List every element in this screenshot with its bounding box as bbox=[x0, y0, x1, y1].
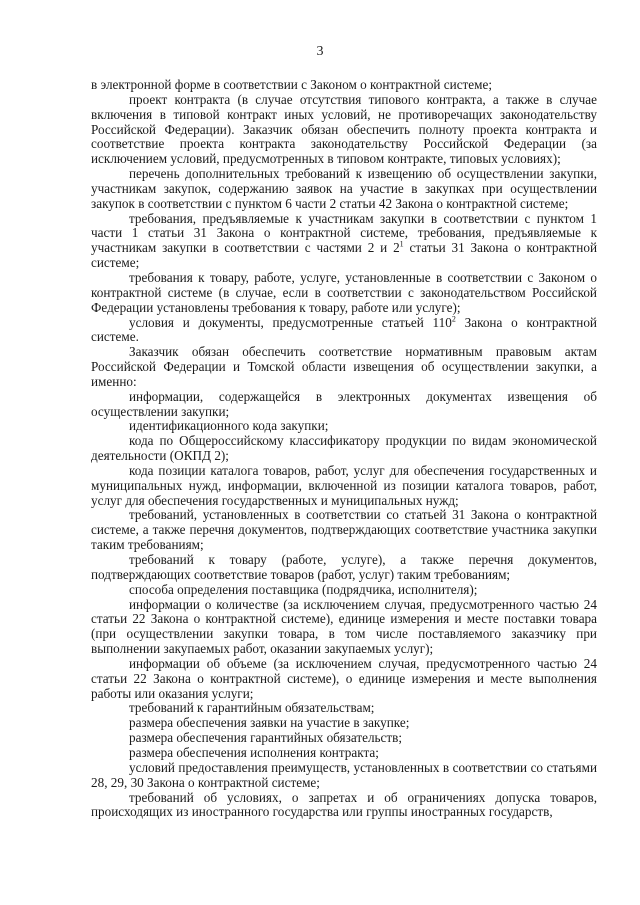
paragraph bbox=[91, 716, 597, 731]
page-number: 3 bbox=[316, 44, 324, 59]
paragraph bbox=[91, 78, 597, 93]
paragraph-text: способа определения поставщика (подрядчика, исполнителя); bbox=[129, 581, 478, 597]
paragraph bbox=[91, 434, 597, 464]
superscript-index: 1 bbox=[399, 239, 404, 249]
paragraph bbox=[91, 167, 597, 212]
paragraph-text: идентификационного кода закупки; bbox=[129, 418, 329, 434]
paragraph-text-continued: статьи 31 Закона о контрактной системе; bbox=[91, 240, 597, 271]
paragraph bbox=[91, 271, 597, 316]
paragraph-text: информации, содержащейся в электронных документах извещения об осуществлении закупки; bbox=[91, 388, 597, 419]
paragraph bbox=[91, 464, 597, 509]
paragraph bbox=[91, 316, 597, 346]
paragraph-text: требований, установленных в соответствии со статьей 31 Закона о контрактной системе, а также перечня документов, подтверждающих соответствие участника закупки таким требованиям; bbox=[91, 507, 597, 553]
paragraph bbox=[91, 701, 597, 716]
paragraph-text: размера обеспечения заявки на участие в закупке; bbox=[129, 715, 410, 731]
paragraph bbox=[91, 583, 597, 598]
paragraph-text: Заказчик обязан обеспечить соответствие нормативным правовым актам Российской Федерации и Томской области извещения об осуществлении закупки, а именно: bbox=[91, 344, 597, 389]
paragraph bbox=[91, 746, 597, 761]
paragraph-text: требований об условиях, о запретах и об ограничениях допуска товаров, происходящих из иностранного государства или группы иностранных государств, bbox=[91, 789, 597, 820]
superscript-index: 2 bbox=[451, 314, 456, 324]
paragraph-text: информации о количестве (за исключением случая, предусмотренного частью 24 статьи 22 Закона о контрактной системе), единице измерения и месте поставки товара (при осуществлении закупки товара, в том числе поставляемого заказчику при выполнении закупаемых работ, оказании закупаемых услуг); bbox=[91, 596, 597, 657]
paragraph-text: кода позиции каталога товаров, работ, услуг для обеспечения государственных и муниципальных нужд, информации, включенной из позиции каталога товаров, работ, услуг для обеспечения государственных и муниципальных нужд; bbox=[91, 462, 597, 508]
paragraph bbox=[91, 553, 597, 583]
paragraph-text: информации об объеме (за исключением случая, предусмотренного частью 24 статьи 22 Закона о контрактной системе), о единице измерения и месте выполнения работы или оказания услуги; bbox=[91, 655, 597, 701]
paragraph-text: условий предоставления преимуществ, установленных в соответствии со статьями 28, 29, 30 Закона о контрактной системе; bbox=[91, 759, 597, 790]
paragraph-text: в электронной форме в соответствии с Законом о контрактной системе; bbox=[91, 77, 493, 92]
paragraph bbox=[91, 791, 597, 821]
paragraph bbox=[91, 761, 597, 791]
document-body bbox=[91, 78, 597, 820]
paragraph-text: условия и документы, предусмотренные статьей 110 bbox=[129, 314, 452, 330]
paragraph-text: требований к товару (работе, услуге), а также перечня документов, подтверждающих соответствие товаров (работ, услуг) таким требованиям; bbox=[91, 552, 597, 582]
paragraph-text: кода по Общероссийскому классификатору продукции по видам экономической деятельности (ОКПД 2); bbox=[91, 433, 597, 464]
paragraph bbox=[91, 212, 597, 271]
paragraph bbox=[91, 390, 597, 420]
paragraph-text: требования к товару, работе, услуге, установленные в соответствии с Законом о контрактной системе (в случае, если в соответствии с законодательством Российской Федерации установлены требования к товару, работе или услуге); bbox=[91, 269, 597, 315]
paragraph bbox=[91, 345, 597, 390]
paragraph-text: перечень дополнительных требований к извещению об осуществлении закупки, участникам закупок, содержанию заявок на участие в закупках при осуществлении закупок в соответствии с пунктом 6 части 2 статьи 42 Закона о контрактной системе; bbox=[91, 166, 597, 211]
paragraph-text: требования, предъявляемые к участникам закупки в соответствии с пунктом 1 части 1 статьи 31 Закона о контрактной системе, требования, предъявляемые к участникам закупки в соответствии с частями 2 и 2 bbox=[91, 210, 597, 256]
paragraph bbox=[91, 93, 597, 167]
paragraph bbox=[91, 508, 597, 553]
paragraph-text-continued: Закона о контрактной системе. bbox=[91, 314, 597, 345]
paragraph-text: размера обеспечения исполнения контракта; bbox=[129, 744, 379, 760]
paragraph bbox=[91, 731, 597, 746]
paragraph bbox=[91, 657, 597, 702]
paragraph-text: проект контракта (в случае отсутствия типового контракта, а также в случае включения в типовой контракт иных условий, не противоречащих законодательству Российской Федерации). Заказчик обязан обеспечить полноту проекта контракта и соответствие проекта контракта законодательству Российской Федерации (за исключением условий, предусмотренных в типовом контракте, типовых условиях); bbox=[91, 91, 597, 167]
paragraph-text: требований к гарантийным обязательствам; bbox=[129, 700, 375, 716]
paragraph bbox=[91, 419, 597, 434]
paragraph-text: размера обеспечения гарантийных обязательств; bbox=[129, 730, 403, 746]
paragraph bbox=[91, 598, 597, 657]
